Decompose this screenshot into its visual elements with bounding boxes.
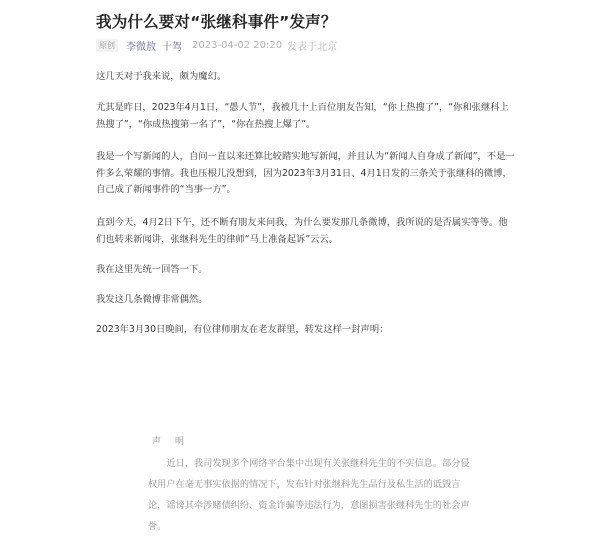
publish-location: 发表于北京 [287, 41, 338, 53]
publish-date: 2023-04-02 20:20 [192, 39, 283, 51]
paragraph: 这几天对于我来说，颇为魔幻。 [96, 71, 227, 82]
statement-text: 近日，我司发现多个网络平台集中出现有关张继科先生的不实信息。部分侵权用户在毫无事实依据的情况下，发布针对张继科先生品行及私生活的诋毁言论，谣谤其牵涉赌债纠纷、资金诈骗等违法行为，意图损害张继科先生的社会声誉。 [148, 458, 470, 532]
paragraph: 我发这几条微博非常偶然。 [96, 294, 208, 305]
paragraph: 我在这里先统一回答一下。 [96, 264, 208, 275]
article-meta [96, 38, 337, 52]
account-link[interactable]: 十驾 [162, 41, 182, 53]
author-link[interactable]: 李微敖 [126, 41, 156, 53]
statement-title: 声明 [152, 437, 199, 447]
article-title: 我为什么要对“张继科事件”发声？ [96, 13, 337, 31]
original-tag: 原创 [96, 39, 118, 52]
paragraph: 我是一个写新闻的人，自问一直以来还算比较踏实地写新闻，并且认为“新闻人自身成了新闻”，不是一件多么荣耀的事情。我也压根儿没想到，因为2023年3月31日、4月1日发的三条关于张继科的微博，自己成了新闻事件的“当事一方”。 [96, 151, 515, 195]
paragraph: 直到今天，4月2日下午，还不断有朋友来问我，为什么要发那几条微博，我所说的是否属实等等。他们也转来新闻讲，张继科先生的律师“马上准备起诉”云云。 [96, 217, 508, 245]
paragraph: 尤其是昨日，2023年4月1日，“愚人节”，我被几十上百位朋友告知，“你上热搜了”，“你和张继科上热搜了”，“你成热搜第一名了”，“你在热搜上爆了”。 [96, 102, 509, 130]
paragraph: 2023年3月30日晚间，有位律师朋友在老友群里，转发这样一封声明： [96, 324, 389, 335]
